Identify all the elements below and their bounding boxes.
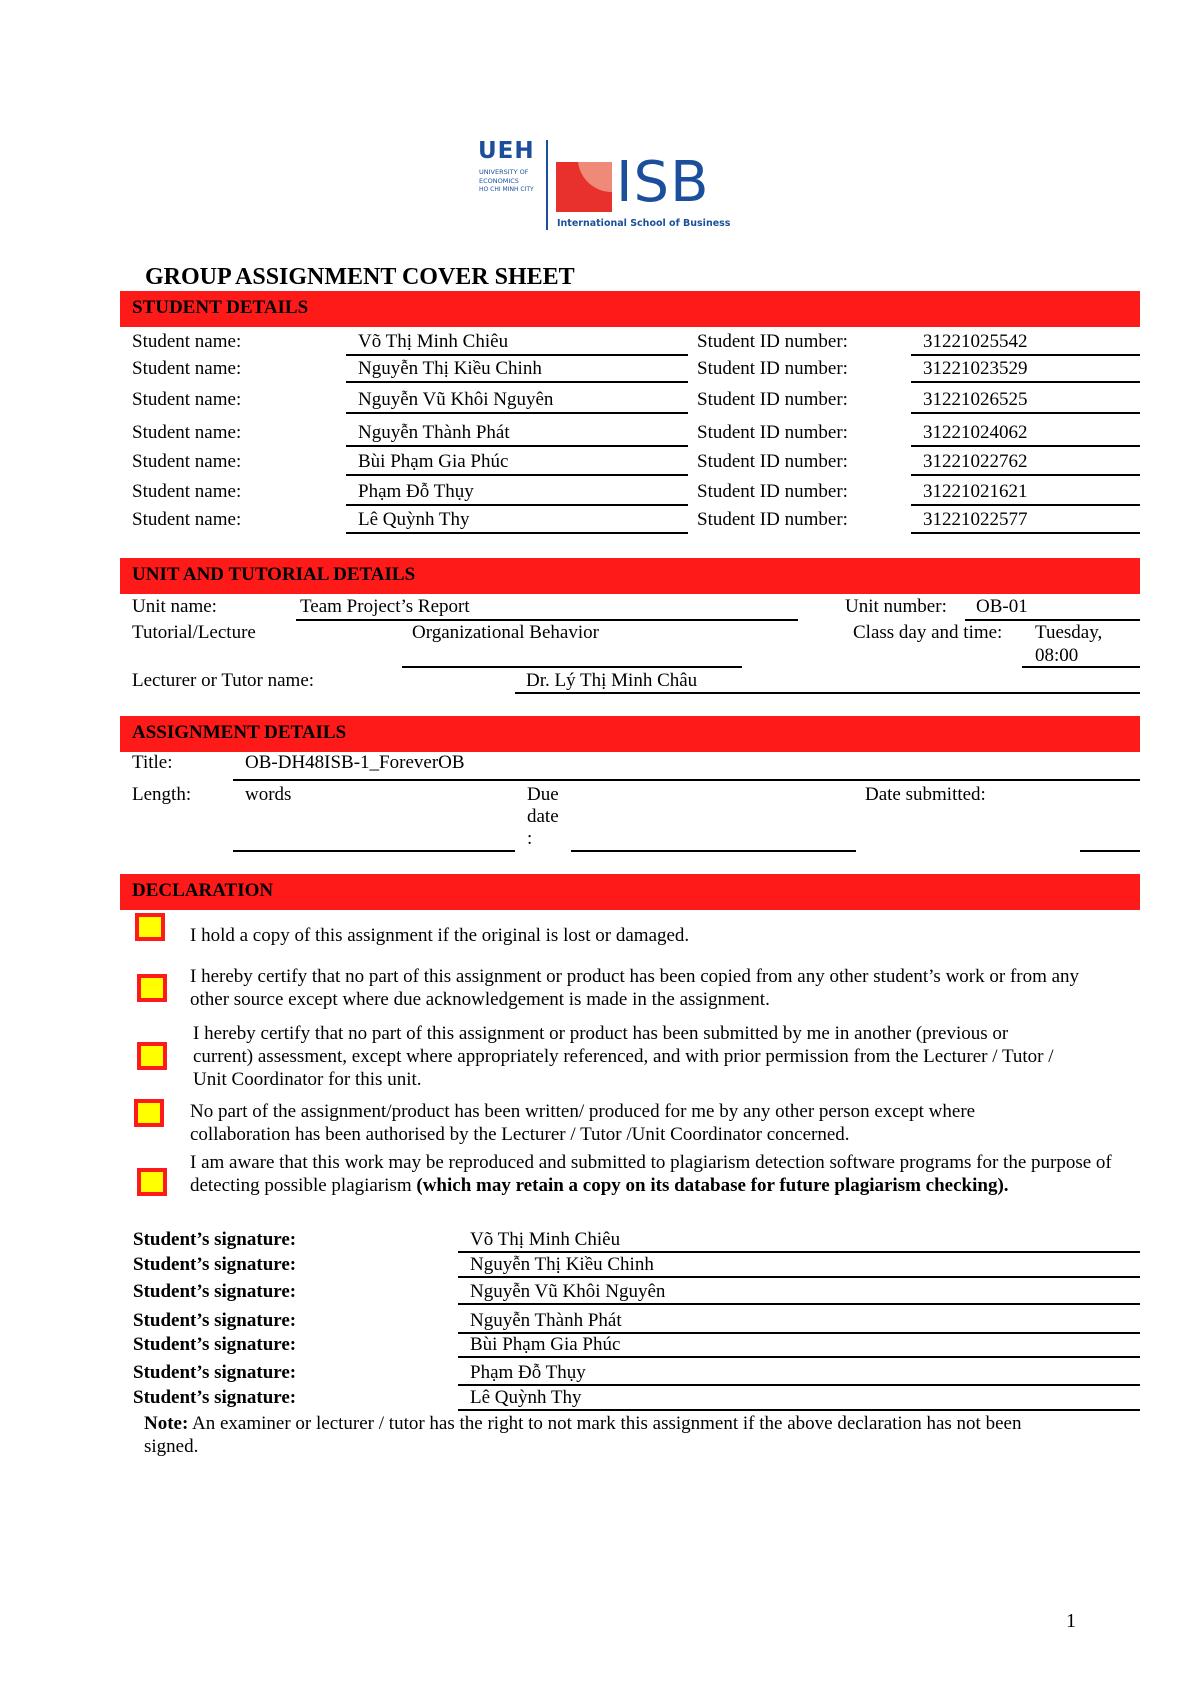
student-name-label: Student name: (132, 331, 242, 352)
declaration-checkbox-4[interactable] (134, 1099, 164, 1127)
unit-details-header (120, 558, 1140, 594)
ueh-subtitle-1: UNIVERSITY OF (479, 168, 529, 176)
page-title: GROUP ASSIGNMENT COVER SHEET (145, 264, 575, 290)
student-id-value[interactable]: 31221021621 (923, 481, 1028, 502)
student-id-value[interactable]: 31221023529 (923, 358, 1028, 379)
ueh-logo-text: UEH (478, 138, 535, 164)
student-name-underline (346, 504, 688, 506)
student-id-label: Student ID number: (697, 509, 848, 530)
declaration-checkbox-2[interactable] (137, 974, 167, 1002)
signature-label: Student’s signature: (133, 1334, 297, 1355)
signature-underline (458, 1409, 1140, 1411)
class-day-value[interactable]: Tuesday, (1035, 622, 1103, 643)
due-date-label-1: Due (527, 784, 559, 805)
declaration-checkbox-5[interactable] (137, 1168, 167, 1196)
lecturer-value[interactable]: Dr. Lý Thị Minh Châu (526, 670, 698, 691)
student-id-underline (911, 474, 1140, 476)
unit-name-underline (296, 619, 798, 621)
lecturer-underline (515, 692, 1140, 694)
unit-name-value[interactable]: Team Project’s Report (300, 596, 470, 617)
assignment-details-header-text: ASSIGNMENT DETAILS (132, 722, 347, 743)
student-name-value[interactable]: Nguyễn Thị Kiều Chinh (358, 358, 542, 379)
tutorial-label: Tutorial/Lecture (132, 622, 256, 643)
isb-subtitle: International School of Business (557, 218, 731, 229)
student-name-underline (346, 445, 688, 447)
tutorial-underline (402, 666, 742, 668)
lecturer-label: Lecturer or Tutor name: (132, 670, 315, 691)
signature-underline (458, 1276, 1140, 1278)
due-date-underline[interactable] (571, 850, 856, 852)
signature-underline (458, 1251, 1140, 1253)
unit-name-label: Unit name: (132, 596, 217, 617)
signature-value[interactable]: Võ Thị Minh Chiêu (470, 1229, 621, 1250)
student-id-label: Student ID number: (697, 481, 848, 502)
student-id-label: Student ID number: (697, 389, 848, 410)
signature-underline (458, 1384, 1140, 1386)
student-name-label: Student name: (132, 451, 242, 472)
student-id-value[interactable]: 31221026525 (923, 389, 1028, 410)
signature-value[interactable]: Phạm Đỗ Thụy (470, 1362, 586, 1383)
student-id-underline (911, 354, 1140, 356)
signature-underline (458, 1356, 1140, 1358)
student-name-value[interactable]: Nguyễn Thành Phát (358, 422, 510, 443)
student-id-value[interactable]: 31221024062 (923, 422, 1028, 443)
signature-value[interactable]: Lê Quỳnh Thy (470, 1387, 582, 1408)
student-id-value[interactable]: 31221025542 (923, 331, 1028, 352)
assignment-title-value[interactable]: OB-DH48ISB-1_ForeverOB (245, 752, 465, 773)
declaration-item-5 (190, 1151, 1120, 1197)
signature-label: Student’s signature: (133, 1310, 297, 1331)
signature-value[interactable]: Nguyễn Vũ Khôi Nguyên (470, 1281, 666, 1302)
length-label: Length: (132, 784, 192, 805)
student-name-label: Student name: (132, 509, 242, 530)
student-id-underline (911, 412, 1140, 414)
declaration-header-text: DECLARATION (132, 880, 274, 901)
student-name-value[interactable]: Bùi Phạm Gia Phúc (358, 451, 509, 472)
unit-number-label: Unit number: (845, 596, 947, 617)
student-name-underline (346, 381, 688, 383)
class-day-time-label: Class day and time: (853, 622, 1003, 643)
student-name-underline (346, 354, 688, 356)
declaration-item-2: I hereby certify that no part of this assignment or product has been copied from any other student’s work or from any other source except where due acknowledgement is made in the assignment. (190, 966, 1080, 1010)
student-name-value[interactable]: Phạm Đỗ Thụy (358, 481, 474, 502)
class-time-value[interactable]: 08:00 (1035, 645, 1079, 666)
declaration-item-4: No part of the assignment/product has been written/ produced for me by any other person except where collaboration has been authorised by the Lecturer / Tutor /Unit Coordinator concerned. (190, 1101, 976, 1145)
declaration-checkbox-1[interactable] (135, 913, 165, 941)
student-id-underline (911, 504, 1140, 506)
date-submitted-underline[interactable] (1080, 850, 1140, 852)
student-details-header (120, 291, 1140, 327)
signature-label: Student’s signature: (133, 1254, 297, 1275)
student-name-label: Student name: (132, 481, 242, 502)
student-name-value[interactable]: Lê Quỳnh Thy (358, 509, 470, 530)
student-name-underline (346, 412, 688, 414)
isb-logo-text: ISB (616, 150, 710, 215)
words-underline[interactable] (233, 850, 515, 852)
student-id-value[interactable]: 31221022577 (923, 509, 1028, 530)
signature-value[interactable]: Nguyễn Thành Phát (470, 1310, 622, 1331)
declaration-item-1: I hold a copy of this assignment if the original is lost or damaged. (190, 925, 690, 946)
tutorial-value[interactable]: Organizational Behavior (412, 622, 599, 643)
student-name-label: Student name: (132, 389, 242, 410)
student-id-underline (911, 381, 1140, 383)
student-name-value[interactable]: Võ Thị Minh Chiêu (358, 331, 509, 352)
unit-details-header-text: UNIT AND TUTORIAL DETAILS (132, 564, 416, 585)
assignment-title-underline (233, 779, 1140, 781)
signature-label: Student’s signature: (133, 1229, 297, 1250)
student-id-label: Student ID number: (697, 451, 848, 472)
declaration-checkbox-3[interactable] (137, 1042, 167, 1070)
signature-value[interactable]: Nguyễn Thị Kiều Chinh (470, 1254, 654, 1275)
date-submitted-label: Date submitted: (865, 784, 986, 805)
ueh-subtitle-3: HO CHI MINH CITY (479, 186, 534, 193)
declaration-item-5-bold: (which may retain a copy on its database for future plagiarism checking). (416, 1175, 1009, 1196)
ueh-subtitle-2: ECONOMICS (479, 177, 519, 185)
note (144, 1412, 1064, 1458)
declaration-header (120, 874, 1140, 910)
isb-mark-icon (556, 162, 614, 214)
student-details-header-text: STUDENT DETAILS (132, 297, 309, 318)
student-id-label: Student ID number: (697, 358, 848, 379)
page-number: 1 (1066, 1610, 1076, 1632)
student-name-label: Student name: (132, 422, 242, 443)
student-id-label: Student ID number: (697, 422, 848, 443)
student-id-label: Student ID number: (697, 331, 848, 352)
assignment-title-label: Title: (132, 752, 173, 773)
assignment-details-header (120, 716, 1140, 752)
signature-label: Student’s signature: (133, 1387, 297, 1408)
signature-value[interactable]: Bùi Phạm Gia Phúc (470, 1334, 621, 1355)
student-id-value[interactable]: 31221022762 (923, 451, 1028, 472)
signature-underline (458, 1303, 1140, 1305)
student-name-underline (346, 532, 688, 534)
student-id-underline (911, 532, 1140, 534)
logo-divider (546, 140, 548, 230)
ueh-isb-logo (478, 138, 731, 236)
note-label: Note: (144, 1413, 189, 1434)
student-name-underline (346, 474, 688, 476)
signature-label: Student’s signature: (133, 1281, 297, 1302)
words-label: words (245, 784, 292, 805)
unit-number-underline (965, 619, 1140, 621)
student-id-underline (911, 445, 1140, 447)
unit-number-value[interactable]: OB-01 (976, 596, 1028, 617)
student-name-value[interactable]: Nguyễn Vũ Khôi Nguyên (358, 389, 554, 410)
signature-label: Student’s signature: (133, 1362, 297, 1383)
due-date-label-3: : (527, 828, 533, 849)
note-text: An examiner or lecturer / tutor has the right to not mark this assignment if the above declaration has not been signed. (144, 1413, 1022, 1457)
declaration-item-5-text: I am aware that this work may be reproduced and submitted to plagiarism detection software programs for the purpose of detecting possible plagiarism (190, 1152, 1112, 1196)
class-time-underline (1022, 666, 1140, 668)
student-name-label: Student name: (132, 358, 242, 379)
declaration-item-3: I hereby certify that no part of this assignment or product has been submitted by me in another (previous or current) assessment, except where appropriately referenced, and with prior permission from the Lecturer / Tutor / Unit Coordinator for this unit. (193, 1023, 1054, 1090)
due-date-label-2: date (527, 806, 559, 827)
